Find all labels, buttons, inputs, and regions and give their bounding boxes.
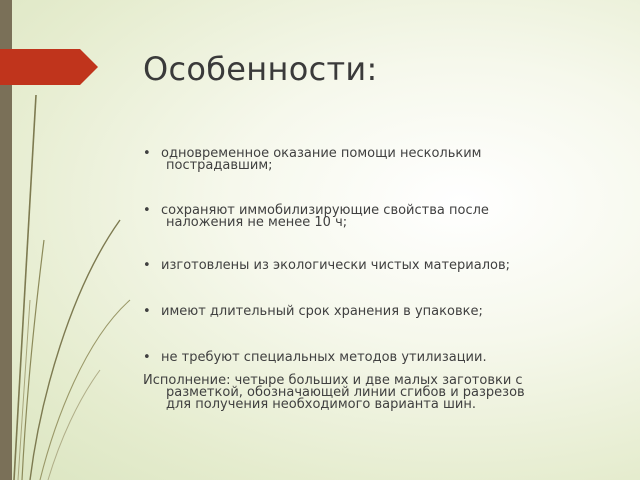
execution-note-line1: Исполнение: четыре больших и две малых заготовки с <box>143 373 523 388</box>
list-item <box>143 352 583 364</box>
bullet-icon: • <box>143 146 151 161</box>
execution-note-line2: разметкой, обозначающей линии сгибов и разрезов <box>166 385 525 400</box>
execution-note-line3: для получения необходимого варианта шин. <box>166 397 476 412</box>
list-item <box>143 148 583 172</box>
slide-title: Особенности: <box>143 50 378 88</box>
list-item-text: сохраняют иммобилизирующие свойства после <box>161 203 489 218</box>
features-list <box>143 148 583 364</box>
list-item <box>143 205 583 229</box>
execution-note <box>143 375 593 411</box>
bullet-icon: • <box>143 350 151 365</box>
list-item-text: изготовлены из экологически чистых материалов; <box>161 258 511 273</box>
list-item-text: не требуют специальных методов утилизации. <box>161 350 487 365</box>
bullet-icon: • <box>143 258 151 273</box>
list-item-text-cont: наложения не менее 10 ч; <box>166 215 348 230</box>
list-item <box>143 306 583 318</box>
bullet-icon: • <box>143 304 151 319</box>
title-accent-arrow <box>0 49 98 85</box>
list-item <box>143 260 583 272</box>
bullet-icon: • <box>143 203 151 218</box>
list-item-text-cont: пострадавшим; <box>166 158 273 173</box>
list-item-text: одновременное оказание помощи нескольким <box>161 146 482 161</box>
list-item-text: имеют длительный срок хранения в упаковке; <box>161 304 483 319</box>
